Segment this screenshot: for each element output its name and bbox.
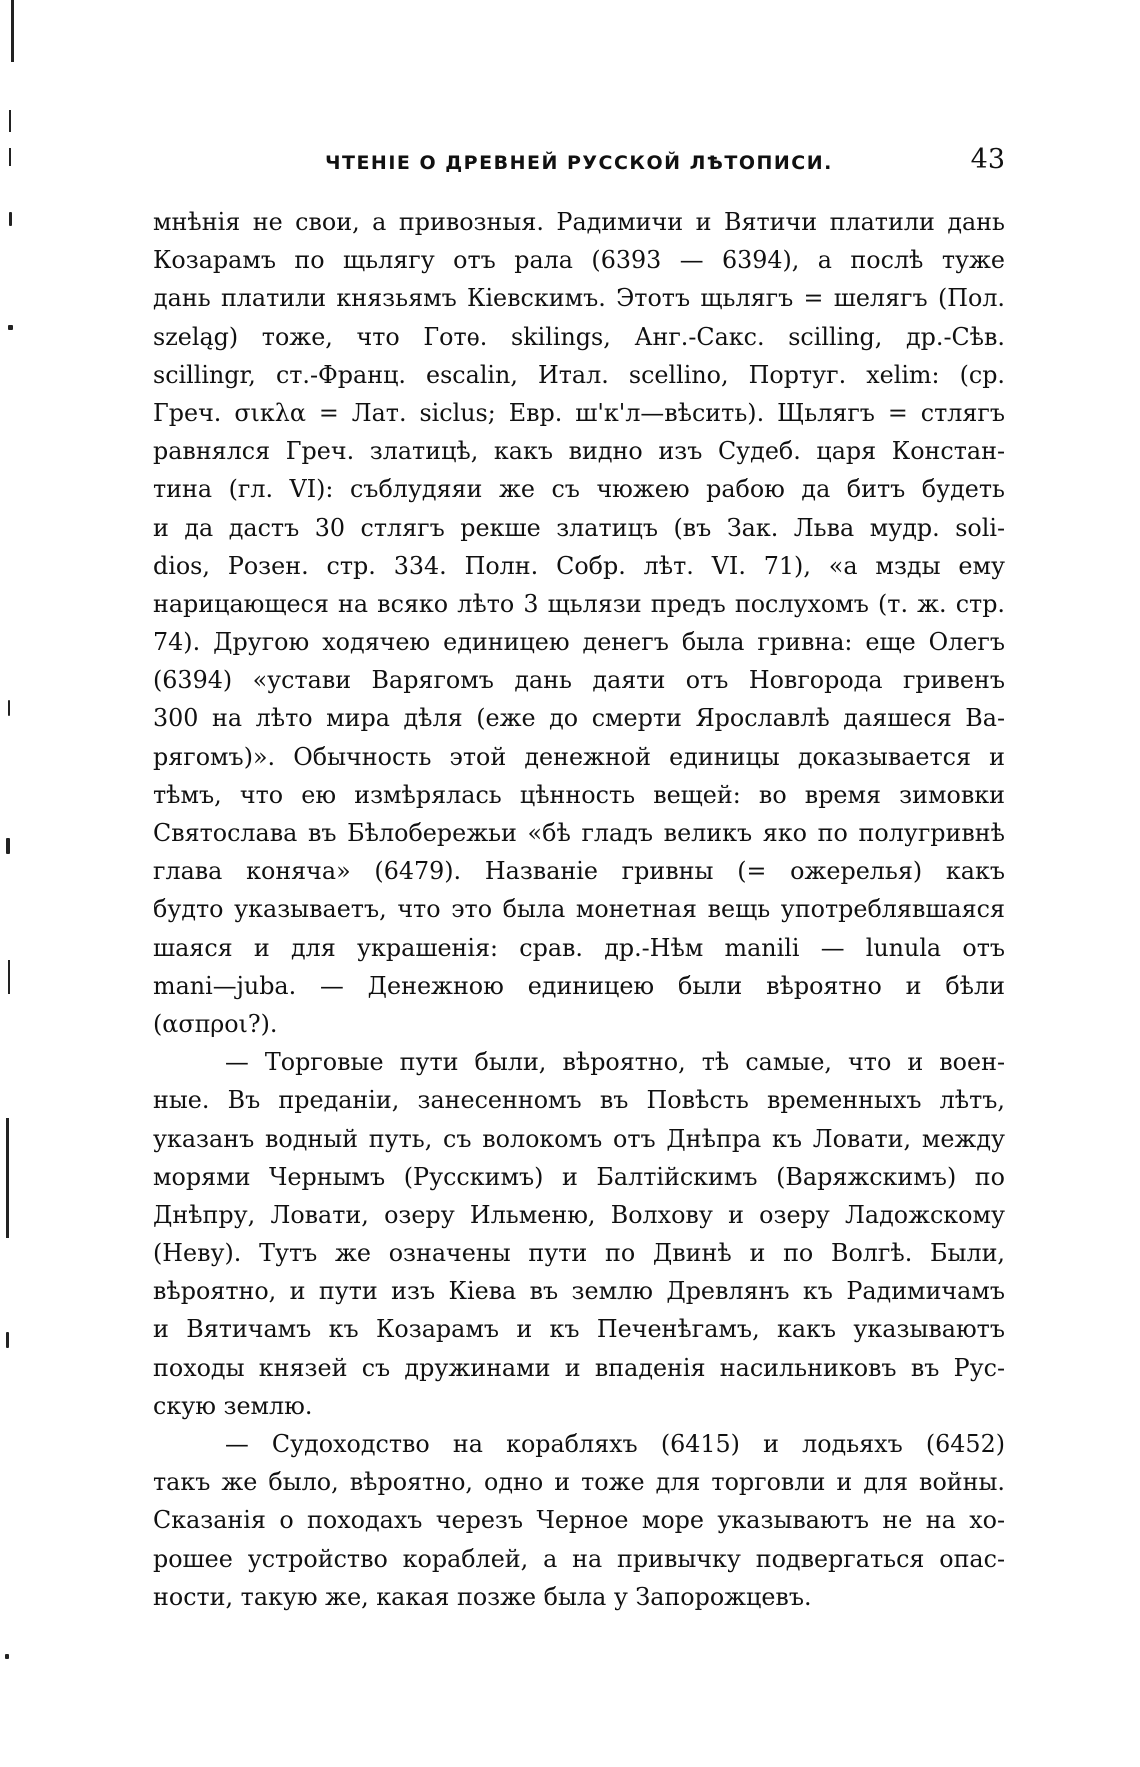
text-line: scillingr, ст.-Франц. escalin, Итал. scellino, Португ. xelim: (ср. xyxy=(153,360,1005,389)
text-line: 300 на лѣто мира дѣля (еже до смерти Ярославлѣ даяшеся Ва- xyxy=(153,704,1005,733)
text-line: — Судоходство на корабляхъ (6415) и лодьяхъ (6452) xyxy=(225,1430,1005,1458)
text-line: дань платили князьямъ Кіевскимъ. Этотъ щьлягъ = шелягъ (Пол. xyxy=(153,284,1005,313)
binding-mark xyxy=(8,325,13,330)
running-head xyxy=(153,144,1005,184)
binding-mark xyxy=(6,1118,9,1238)
text-line: (6394) «устави Варягомъ дань даяти отъ Новгорода гривенъ xyxy=(153,666,1005,695)
binding-mark xyxy=(6,1332,9,1348)
text-line: равнялся Греч. златицѣ, какъ видно изъ Судеб. царя Констан- xyxy=(153,437,1005,466)
binding-mark xyxy=(6,838,10,854)
text-line: шаяся и для украшенія: срав. др.-Нѣм manili — lunula отъ xyxy=(153,933,1005,962)
text-line: такъ же было, вѣроятно, одно и тоже для торговли и для войны. xyxy=(153,1468,1005,1497)
binding-mark xyxy=(5,1654,9,1659)
text-line: тина (гл. VI): съблудяяи же съ чюжею рабою да битъ будеть xyxy=(153,475,1005,504)
text-line: dios, Розен. стр. 334. Полн. Собр. лѣт. VI. 71), «а мзды ему xyxy=(153,551,1005,580)
text-line: скую землю. xyxy=(153,1391,313,1420)
binding-mark xyxy=(9,148,11,166)
binding-mark xyxy=(8,700,10,716)
text-line: тѣмъ, что ею измѣрялась цѣнность вещей: во время зимовки xyxy=(153,780,1005,809)
text-line: szeląg) тоже, что Готѳ. skilings, Анг.-Сакс. scilling, др.-Сѣв. xyxy=(153,322,1005,351)
text-line: — Торговые пути были, вѣроятно, тѣ самые, что и воен- xyxy=(225,1048,1005,1077)
text-line: Сказанія о походахъ черезъ Черное море указываютъ не на хо- xyxy=(153,1506,1005,1535)
text-line: Козарамъ по щьлягу отъ рала (6393 — 6394), а послѣ туже xyxy=(153,246,1005,275)
text-line: рошее устройство кораблей, а на привычку подвергаться опас- xyxy=(153,1544,1005,1573)
binding-mark xyxy=(11,0,14,62)
text-line: (Неву). Тутъ же означены пути по Двинѣ и по Волгѣ. Были, xyxy=(153,1239,1005,1268)
text-line: мнѣнія не свои, а привозныя. Радимичи и Вятичи платили дань xyxy=(153,208,1005,236)
text-line: Греч. σικλα = Лат. siclus; Евр. ш'к'л—вѣсить). Щьлягъ = стлягъ xyxy=(153,398,1005,427)
text-line: (ασπροι?). xyxy=(153,1009,278,1038)
text-line: походы князей съ дружинами и впаденія насильниковъ въ Рус- xyxy=(153,1353,1005,1382)
text-line: Святослава въ Бѣлобережьи «бѣ гладъ великъ яко по полугривнѣ xyxy=(153,819,1005,847)
text-line: указанъ водный путь, съ волокомъ отъ Днѣпра къ Ловати, между xyxy=(153,1124,1005,1153)
text-line: и Вятичамъ къ Козарамъ и къ Печенѣгамъ, какъ указываютъ xyxy=(153,1315,1005,1344)
body-text xyxy=(153,203,1005,1616)
text-line: будто указываетъ, что это была монетная вещь употреблявшаяся xyxy=(153,895,1005,924)
text-line: вѣроятно, и пути изъ Кіева въ землю Древлянъ къ Радимичамъ xyxy=(153,1277,1005,1306)
text-line: и да дастъ 30 стлягъ рекше златицъ (въ Зак. Льва мудр. soli- xyxy=(153,513,1005,542)
binding-edge xyxy=(0,0,30,1767)
text-line: глава коняча» (6479). Названіе гривны (= ожерелья) какъ xyxy=(153,857,1005,886)
running-title: ЧТЕНІЕ О ДРЕВНЕЙ РУССКОЙ ЛѢТОПИСИ. xyxy=(325,152,833,174)
text-line: 74). Другою ходячею единицею денегъ была гривна: еще Олегъ xyxy=(153,628,1005,657)
binding-mark xyxy=(9,110,11,132)
text-line: mani—juba. — Денежною единицею были вѣроятно и бѣли xyxy=(153,971,1005,1000)
text-line: ные. Въ преданіи, занесенномъ въ Повѣсть временныхъ лѣтъ, xyxy=(153,1086,1005,1115)
text-line: морями Чернымъ (Русскимъ) и Балтійскимъ (Варяжскимъ) по xyxy=(153,1162,1005,1191)
text-line: рягомъ)». Обычность этой денежной единицы доказывается и xyxy=(153,742,1005,771)
binding-mark xyxy=(8,960,10,994)
text-line: Днѣпру, Ловати, озеру Ильменю, Волхову и озеру Ладожскому xyxy=(153,1200,1005,1229)
page-number: 43 xyxy=(970,144,1005,175)
binding-mark xyxy=(9,212,12,226)
text-line: нарицающеся на всяко лѣто 3 щьлязи предъ послухомъ (т. ж. стр. xyxy=(153,589,1005,618)
text-line: ности, такую же, какая позже была у Запорожцевъ. xyxy=(153,1582,812,1611)
